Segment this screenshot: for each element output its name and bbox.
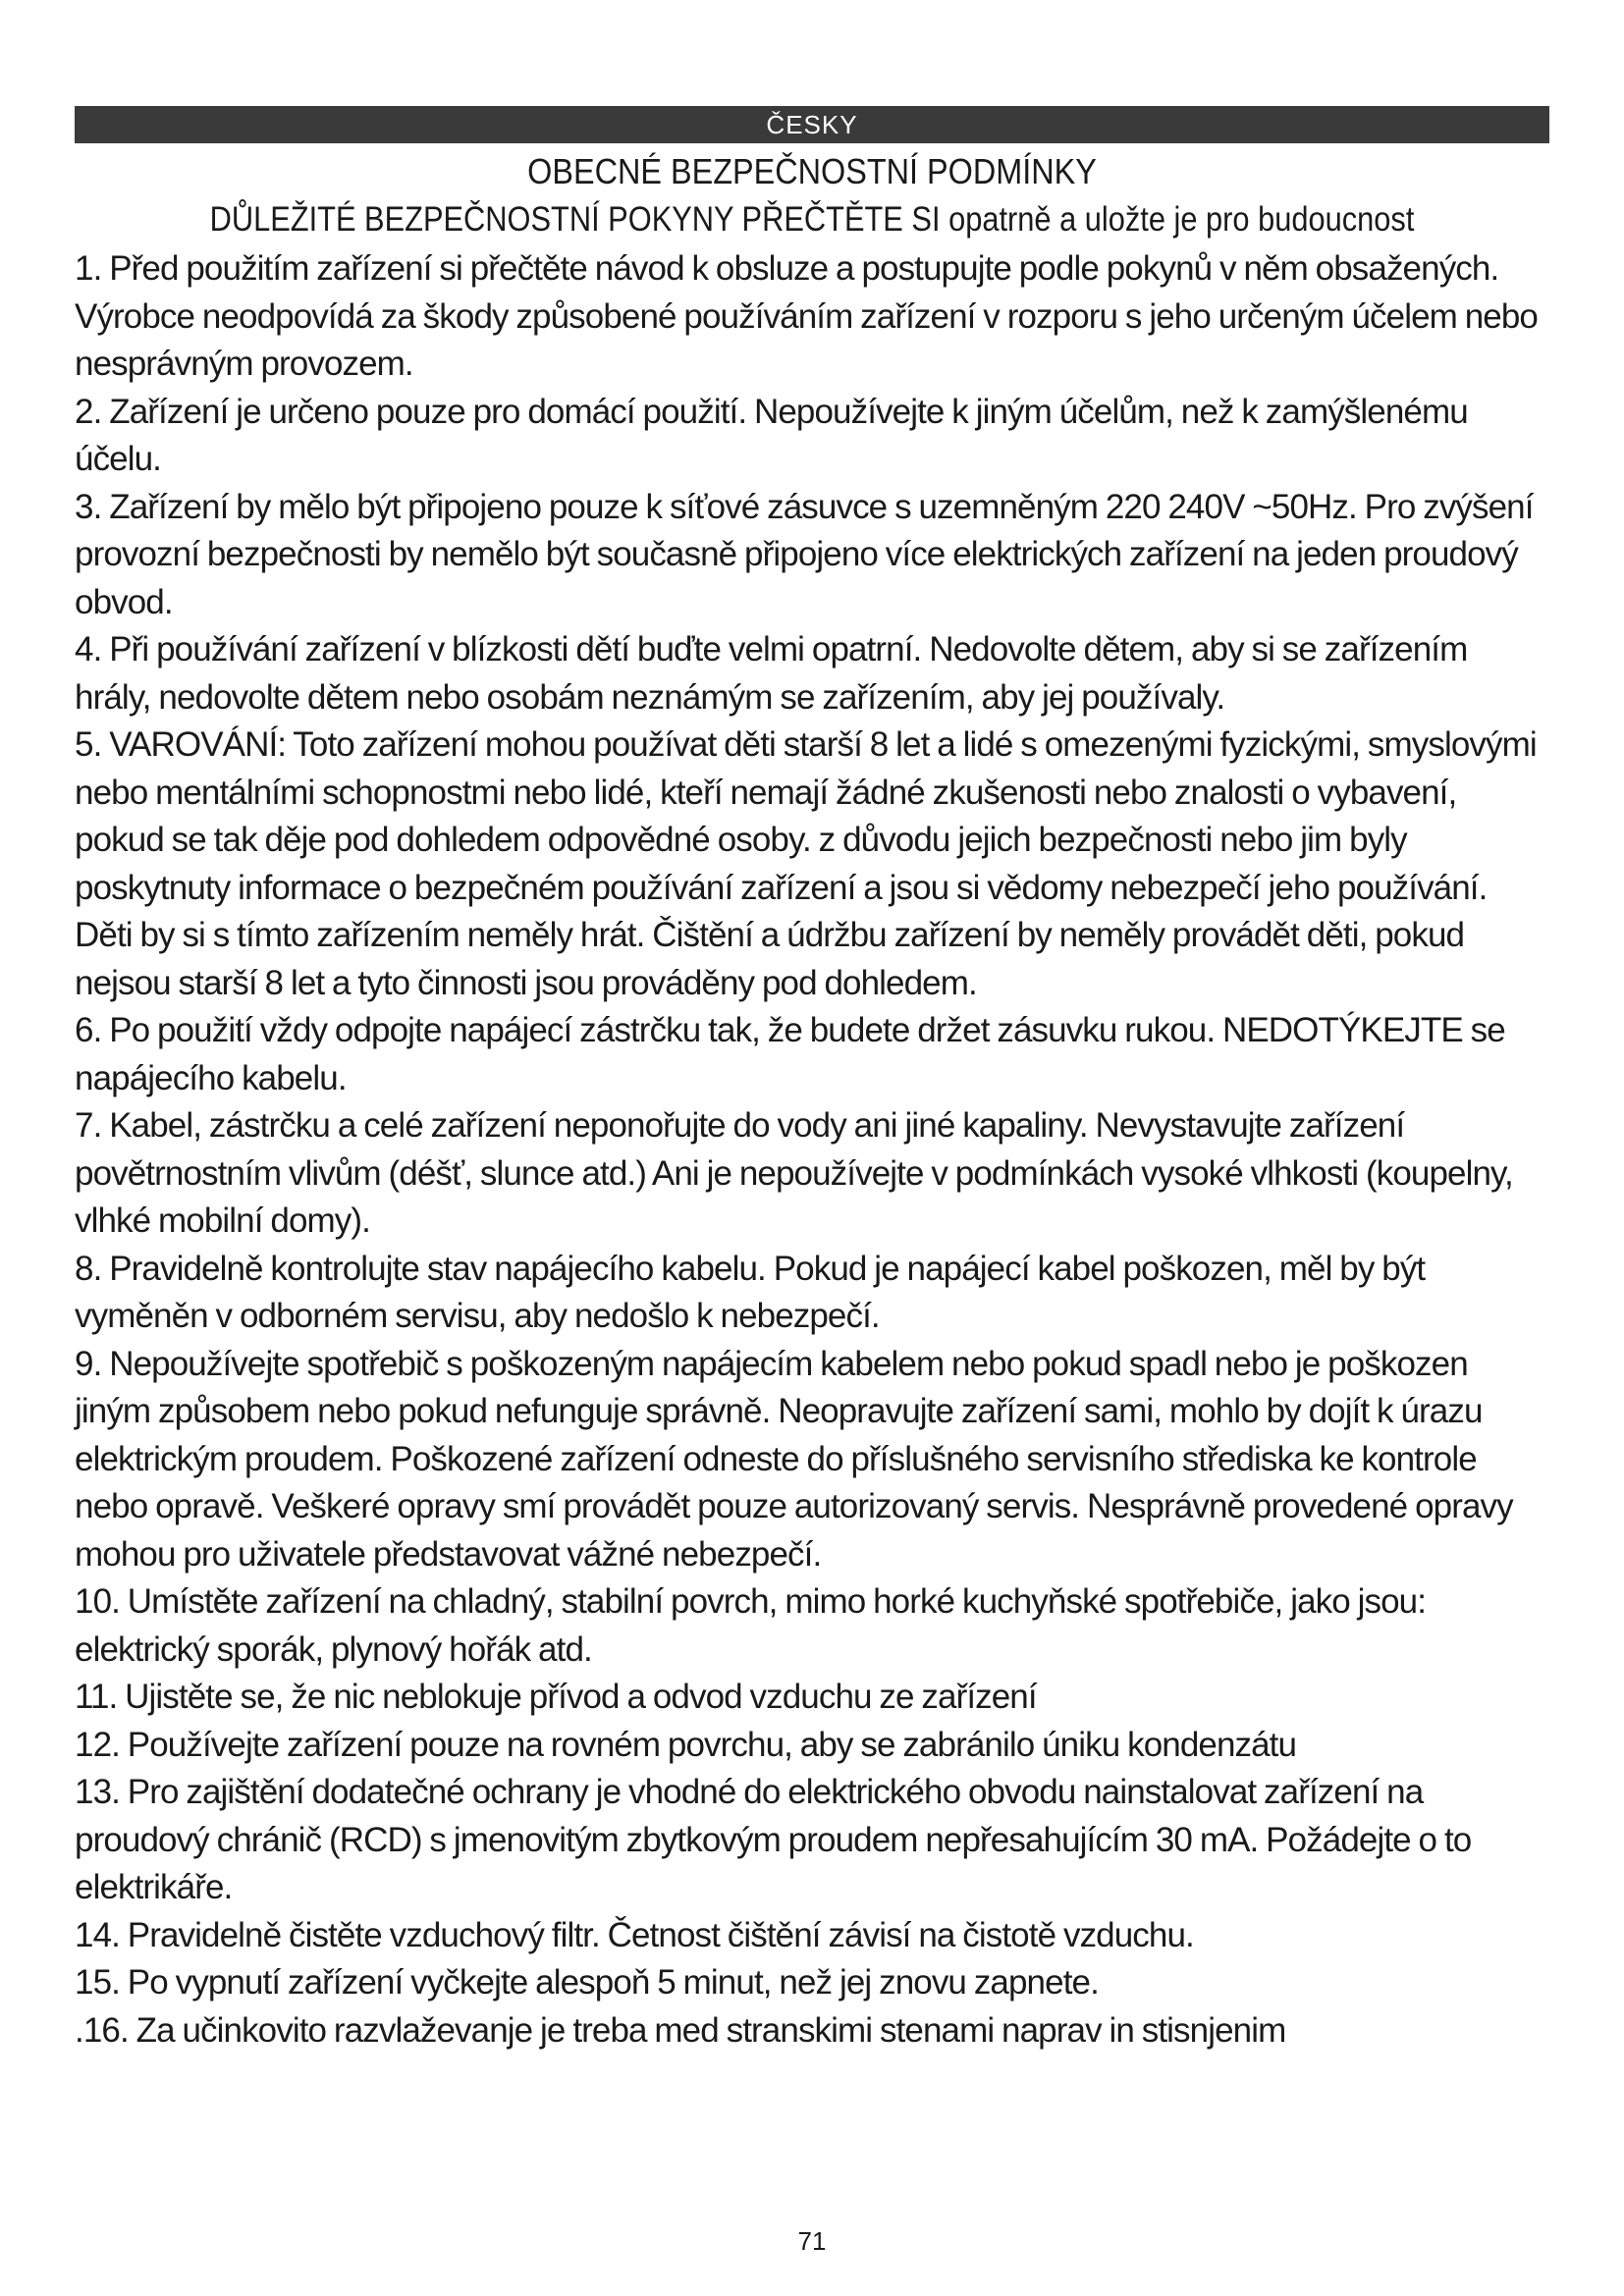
instruction-item-8: 8. Pravidelně kontrolujte stav napájecího kabelu. Pokud je napájecí kabel poškozen, měl by být vyměněn v odborném servisu, aby nedošlo k nebezpečí. [75, 1249, 1426, 1335]
instruction-item-4: 4. Při používání zařízení v blízkosti dětí buďte velmi opatrní. Nedovolte dětem, aby si se zařízením hrály, nedovolte dětem nebo osobám neznámým se zařízením, aby jej používaly. [75, 630, 1468, 717]
page-title: OBECNÉ BEZPEČNOSTNÍ PODMÍNKY [527, 151, 1097, 191]
instruction-item-12: 12. Používejte zařízení pouze na rovném povrchu, aby se zabránilo úniku kondenzátu [75, 1725, 1297, 1764]
instruction-item-11: 11. Ujistěte se, že nic neblokuje přívod a odvod vzduchu ze zařízení [75, 1678, 1037, 1716]
page-subtitle: DŮLEŽITÉ BEZPEČNOSTNÍ POKYNY PŘEČTĚTE SI opatrně a uložte je pro budoucnost [209, 200, 1415, 239]
instruction-item-9: 9. Nepoužívejte spotřebič s poškozeným napájecím kabelem nebo pokud spadl nebo je poškozen jiným způsobem nebo pokud nefunguje správně. Neopravujte zařízení sami, mohlo by dojít k úrazu elektrickým proudem. Poškozené zařízení odneste do příslušného servisního střediska ke kontrole nebo opravě. Veškeré opravy smí provádět pouze autorizovaný servis. Nesprávně provedené opravy mohou pro uživatele představovat vážné nebezpečí. [75, 1344, 1513, 1574]
instruction-item-10: 10. Umístěte zařízení na chladný, stabilní povrch, mimo horké kuchyňské spotřebiče, jako jsou: elektrický sporák, plynový hořák atd. [75, 1582, 1427, 1669]
instruction-item-16: .16. Za učinkovito razvlaževanje je treba med stranskimi stenami naprav in stisnjenim [75, 2010, 1286, 2050]
instruction-item-7: 7. Kabel, zástrčku a celé zařízení neponořujte do vody ani jiné kapaliny. Nevystavujte zařízení povětrnostním vlivům (déšť, slunce atd.) Ani je nepoužívejte v podmínkách vysoké vlhkosti (koupelny, vlhké mobilní domy). [75, 1106, 1513, 1240]
safety-instructions-list [75, 245, 1549, 2055]
instruction-item-1: 1. Před použitím zařízení si přečtěte návod k obsluze a postupujte podle pokynů v něm obsažených. Výrobce neodpovídá za škody způsobené používáním zařízení v rozporu s jeho určeným účelem nebo nesprávným provozem. [75, 249, 1538, 383]
instruction-item-5: 5. VAROVÁNÍ: Toto zařízení mohou používat děti starší 8 let a lidé s omezenými fyzickými, smyslovými nebo mentálními schopnostmi nebo lidé, kteří nemají žádné zkušenosti nebo znalosti o vybavení, pokud se tak děje pod dohledem odpovědné osoby. z důvodu jejich bezpečnosti nebo jim byly poskytnuty informace o bezpečném používání zařízení a jsou si vědomy nebezpečí jeho používání. Děti by si s tímto zařízením neměly hrát. Čištění a údržbu zařízení by neměly provádět děti, pokud nejsou starší 8 let a tyto činnosti jsou prováděny pod dohledem. [75, 725, 1537, 1002]
language-header-bar: ČESKY [75, 106, 1549, 143]
instruction-item-15: 15. Po vypnutí zařízení vyčkejte alespoň 5 minut, než jej znovu zapnete. [75, 1963, 1099, 2002]
instruction-item-2: 2. Zařízení je určeno pouze pro domácí použití. Nepoužívejte k jiným účelům, než k zamýšlenému účelu. [75, 392, 1468, 478]
instruction-item-6: 6. Po použití vždy odpojte napájecí zástrčku tak, že budete držet zásuvku rukou. NEDOTÝKEJTE se napájecího kabelu. [75, 1011, 1505, 1097]
content-area [75, 145, 1549, 2055]
page-number: 71 [797, 2226, 827, 2256]
instruction-item-13: 13. Pro zajištění dodatečné ochrany je vhodné do elektrického obvodu nainstalovat zařízení na proudový chránič (RCD) s jmenovitým zbytkovým proudem nepřesahujícím 30 mA. Požádejte o to elektrikáře. [75, 1773, 1472, 1906]
instruction-item-14: 14. Pravidelně čistěte vzduchový filtr. Četnost čištění závisí na čistotě vzduchu. [75, 1915, 1194, 1954]
instruction-item-3: 3. Zařízení by mělo být připojeno pouze k síťové zásuvce s uzemněným 220 240V ~50Hz. Pro zvýšení provozní bezpečnosti by nemělo být současně připojeno více elektrických zařízení na jeden proudový obvod. [75, 487, 1534, 621]
